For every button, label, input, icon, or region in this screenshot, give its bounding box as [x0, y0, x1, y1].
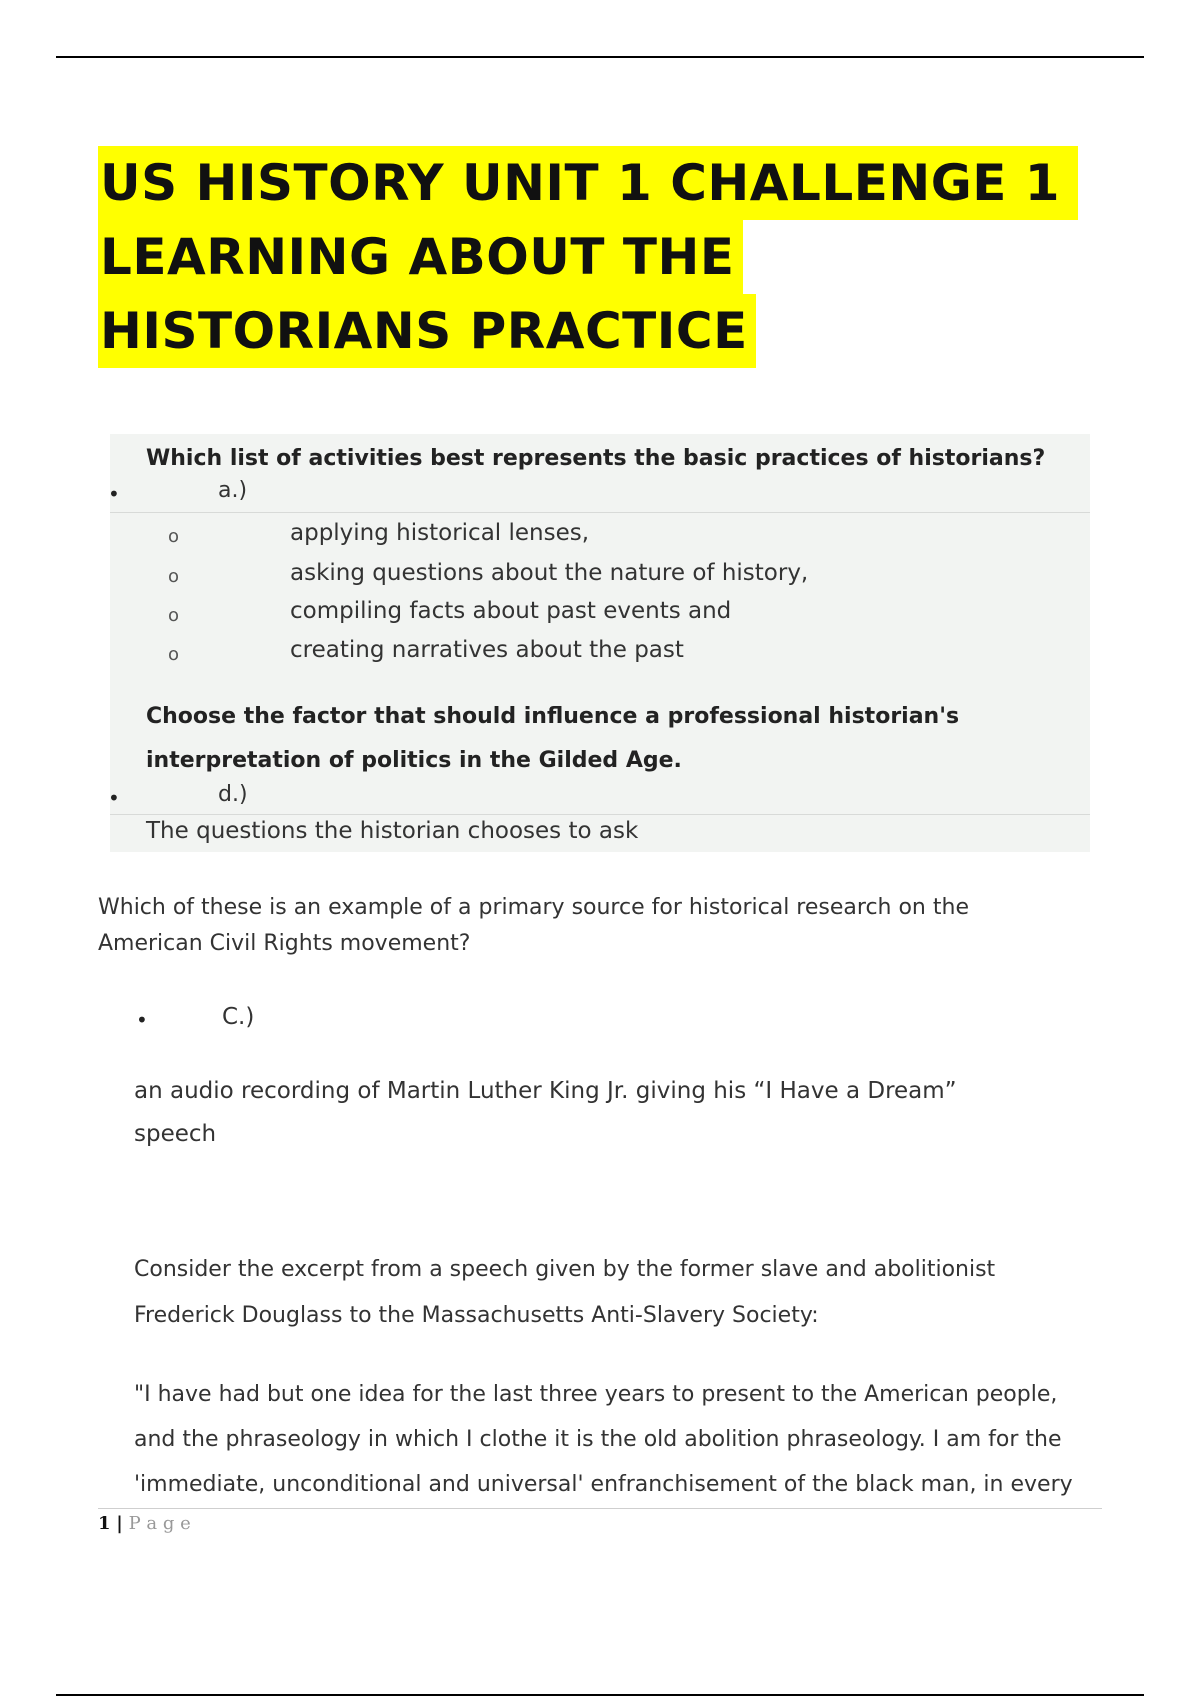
bullet-icon: • — [108, 482, 120, 506]
question-1-option: applying historical lenses, — [290, 520, 590, 546]
title-line-3: HISTORIANS PRACTICE — [98, 294, 756, 368]
question-3-text — [98, 890, 969, 962]
divider — [110, 814, 1090, 815]
title-line-2: LEARNING ABOUT THE — [98, 220, 743, 294]
top-rule — [56, 56, 1144, 58]
question-1-option: compiling facts about past events and — [290, 598, 732, 624]
question-3-answer-line-1: an audio recording of Martin Luther King Jr. giving his “I Have a Dream” — [134, 1078, 957, 1104]
question-1-answer-letter: a.) — [218, 478, 248, 503]
question-4-intro — [134, 1247, 995, 1339]
qa-panel — [110, 434, 1090, 852]
circle-icon: o — [168, 644, 180, 665]
question-4-intro-line-1: Consider the excerpt from a speech given by the former slave and abolitionist — [134, 1257, 996, 1282]
circle-icon: o — [168, 566, 180, 587]
question-3-text-line-1: Which of these is an example of a primary source for historical research on the — [98, 895, 969, 920]
question-1-option: asking questions about the nature of history, — [290, 560, 809, 586]
question-2-text-line-1: Choose the factor that should influence a professional historian's — [146, 704, 960, 729]
douglass-quote-line-3: 'immediate, unconditional and universal' enfranchisement of the black man, in every — [134, 1472, 1073, 1497]
douglass-quote — [134, 1372, 1073, 1507]
question-3-answer-letter: C.) — [222, 1004, 255, 1030]
page-label: P a g e — [128, 1513, 191, 1534]
question-2-text-line-2: interpretation of politics in the Gilded Age. — [146, 748, 682, 773]
douglass-quote-line-1: "I have had but one idea for the last three years to present to the American people, — [134, 1382, 1058, 1407]
bottom-rule — [56, 1694, 1144, 1696]
question-2-answer-letter: d.) — [218, 782, 248, 807]
question-3-answer — [134, 1070, 957, 1156]
circle-icon: o — [168, 526, 180, 547]
question-1-text: Which list of activities best represents the basic practices of historians? — [146, 446, 1046, 471]
question-2-answer: The questions the historian chooses to ask — [146, 818, 639, 844]
douglass-quote-line-2: and the phraseology in which I clothe it is the old abolition phraseology. I am for the — [134, 1427, 1062, 1452]
page-footer — [98, 1508, 1102, 1534]
bullet-icon: • — [136, 1008, 148, 1032]
question-4-intro-line-2: Frederick Douglass to the Massachusetts Anti-Slavery Society: — [134, 1303, 819, 1328]
question-1-option: creating narratives about the past — [290, 637, 684, 663]
question-3-text-line-2: American Civil Rights movement? — [98, 931, 471, 956]
page-number: 1 — [98, 1513, 111, 1534]
page-separator: | — [116, 1513, 123, 1534]
page-title — [98, 146, 1098, 368]
divider — [110, 512, 1090, 513]
title-line-1: US HISTORY UNIT 1 CHALLENGE 1 — [98, 146, 1078, 220]
bullet-icon: • — [108, 786, 120, 810]
circle-icon: o — [168, 605, 180, 626]
question-3-answer-line-2: speech — [134, 1121, 217, 1147]
